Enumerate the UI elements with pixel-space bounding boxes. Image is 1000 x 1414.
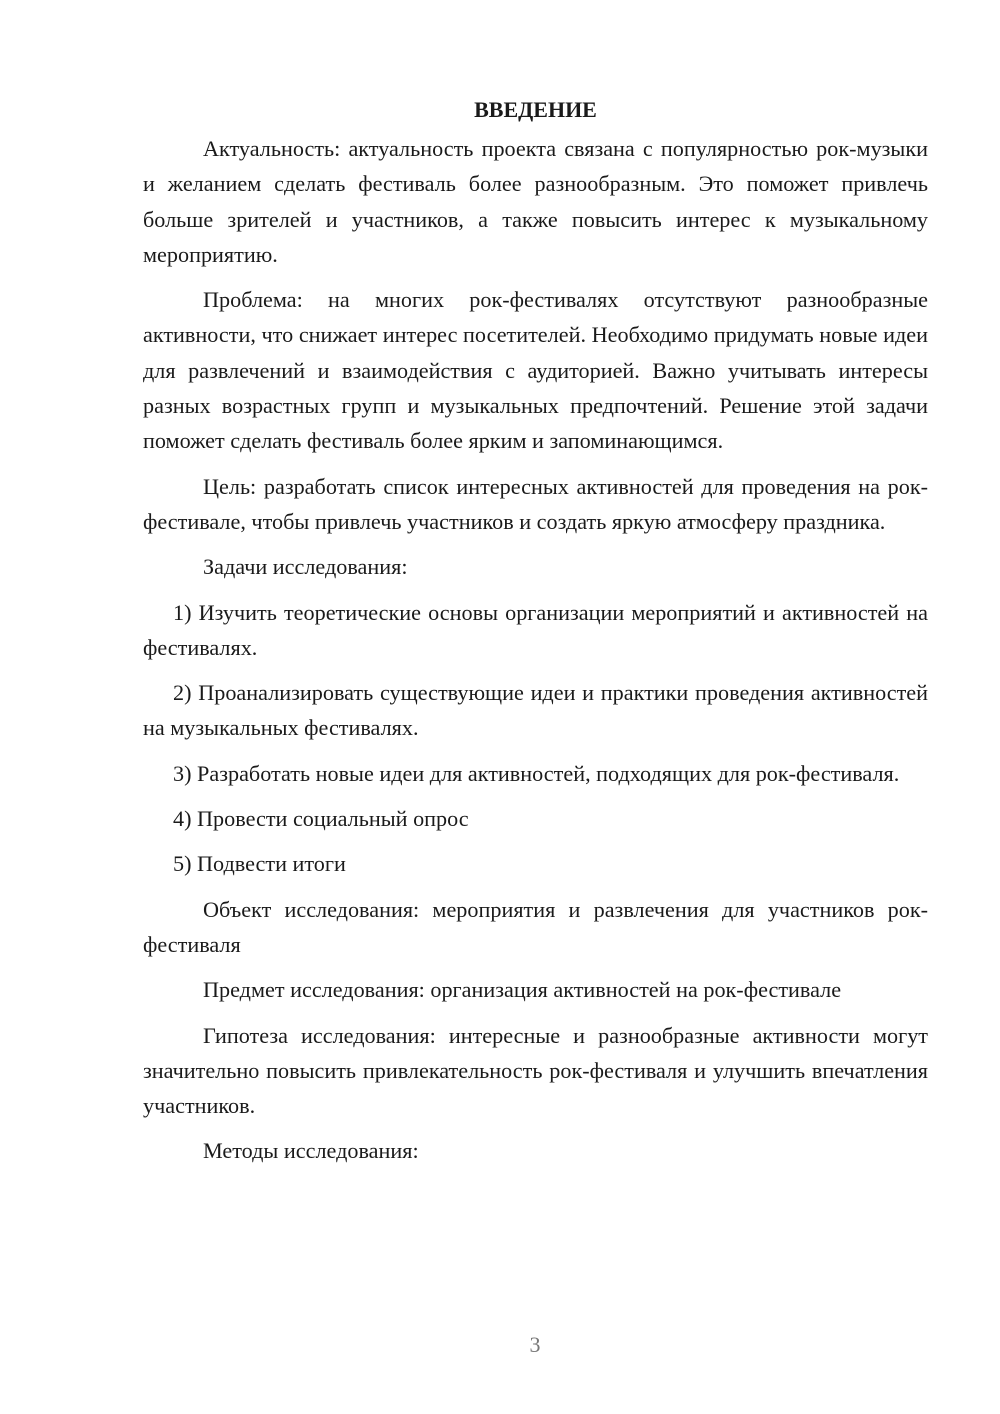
task-item-3: 3) Разработать новые идеи для активностей, подходящих для рок-фестиваля. (173, 760, 900, 786)
problem-paragraph: Проблема: на многих рок-фестивалях отсутствуют разнообразные активности, что снижает интерес посетителей. Необходимо придумать новые идеи для развлечений и взаимодействия с аудиторией. Важно учитывать интересы разных возрастных групп и музыкальных предпочтений. Решение этой задачи поможет сделать фестиваль более ярким и запоминающимся. (143, 287, 928, 454)
page-title: ВВЕДЕНИЕ (474, 97, 597, 122)
goal-paragraph: Цель: разработать список интересных активностей для проведения на рок-фестивале, чтобы привлечь участников и создать яркую атмосферу праздника. (143, 473, 928, 534)
tasks-heading: Задачи исследования: (203, 554, 408, 580)
task-item-5: 5) Подвести итоги (173, 851, 346, 877)
subject-paragraph: Предмет исследования: организация активностей на рок-фестивале (203, 977, 842, 1003)
task-item-1: 1) Изучить теоретические основы организации мероприятий и активностей на фестивалях. (143, 599, 928, 660)
page-number: 3 (529, 1332, 541, 1357)
methods-heading: Методы исследования: (203, 1138, 419, 1164)
relevance-paragraph: Актуальность: актуальность проекта связана с популярностью рок-музыки и желанием сделать фестиваль более разнообразным. Это поможет привлечь больше зрителей и участников, а также повысить интерес к музыкальному мероприятию. (143, 136, 928, 267)
hypothesis-paragraph: Гипотеза исследования: интересные и разнообразные активности могут значительно повысить привлекательность рок-фестиваля и улучшить впечатления участников. (143, 1022, 928, 1119)
task-item-2: 2) Проанализировать существующие идеи и практики проведения активностей на музыкальных фестивалях. (143, 680, 928, 741)
task-item-4: 4) Провести социальный опрос (173, 806, 469, 832)
object-paragraph: Объект исследования: мероприятия и развлечения для участников рок-фестиваля (143, 896, 928, 957)
document-page (143, 92, 928, 1179)
